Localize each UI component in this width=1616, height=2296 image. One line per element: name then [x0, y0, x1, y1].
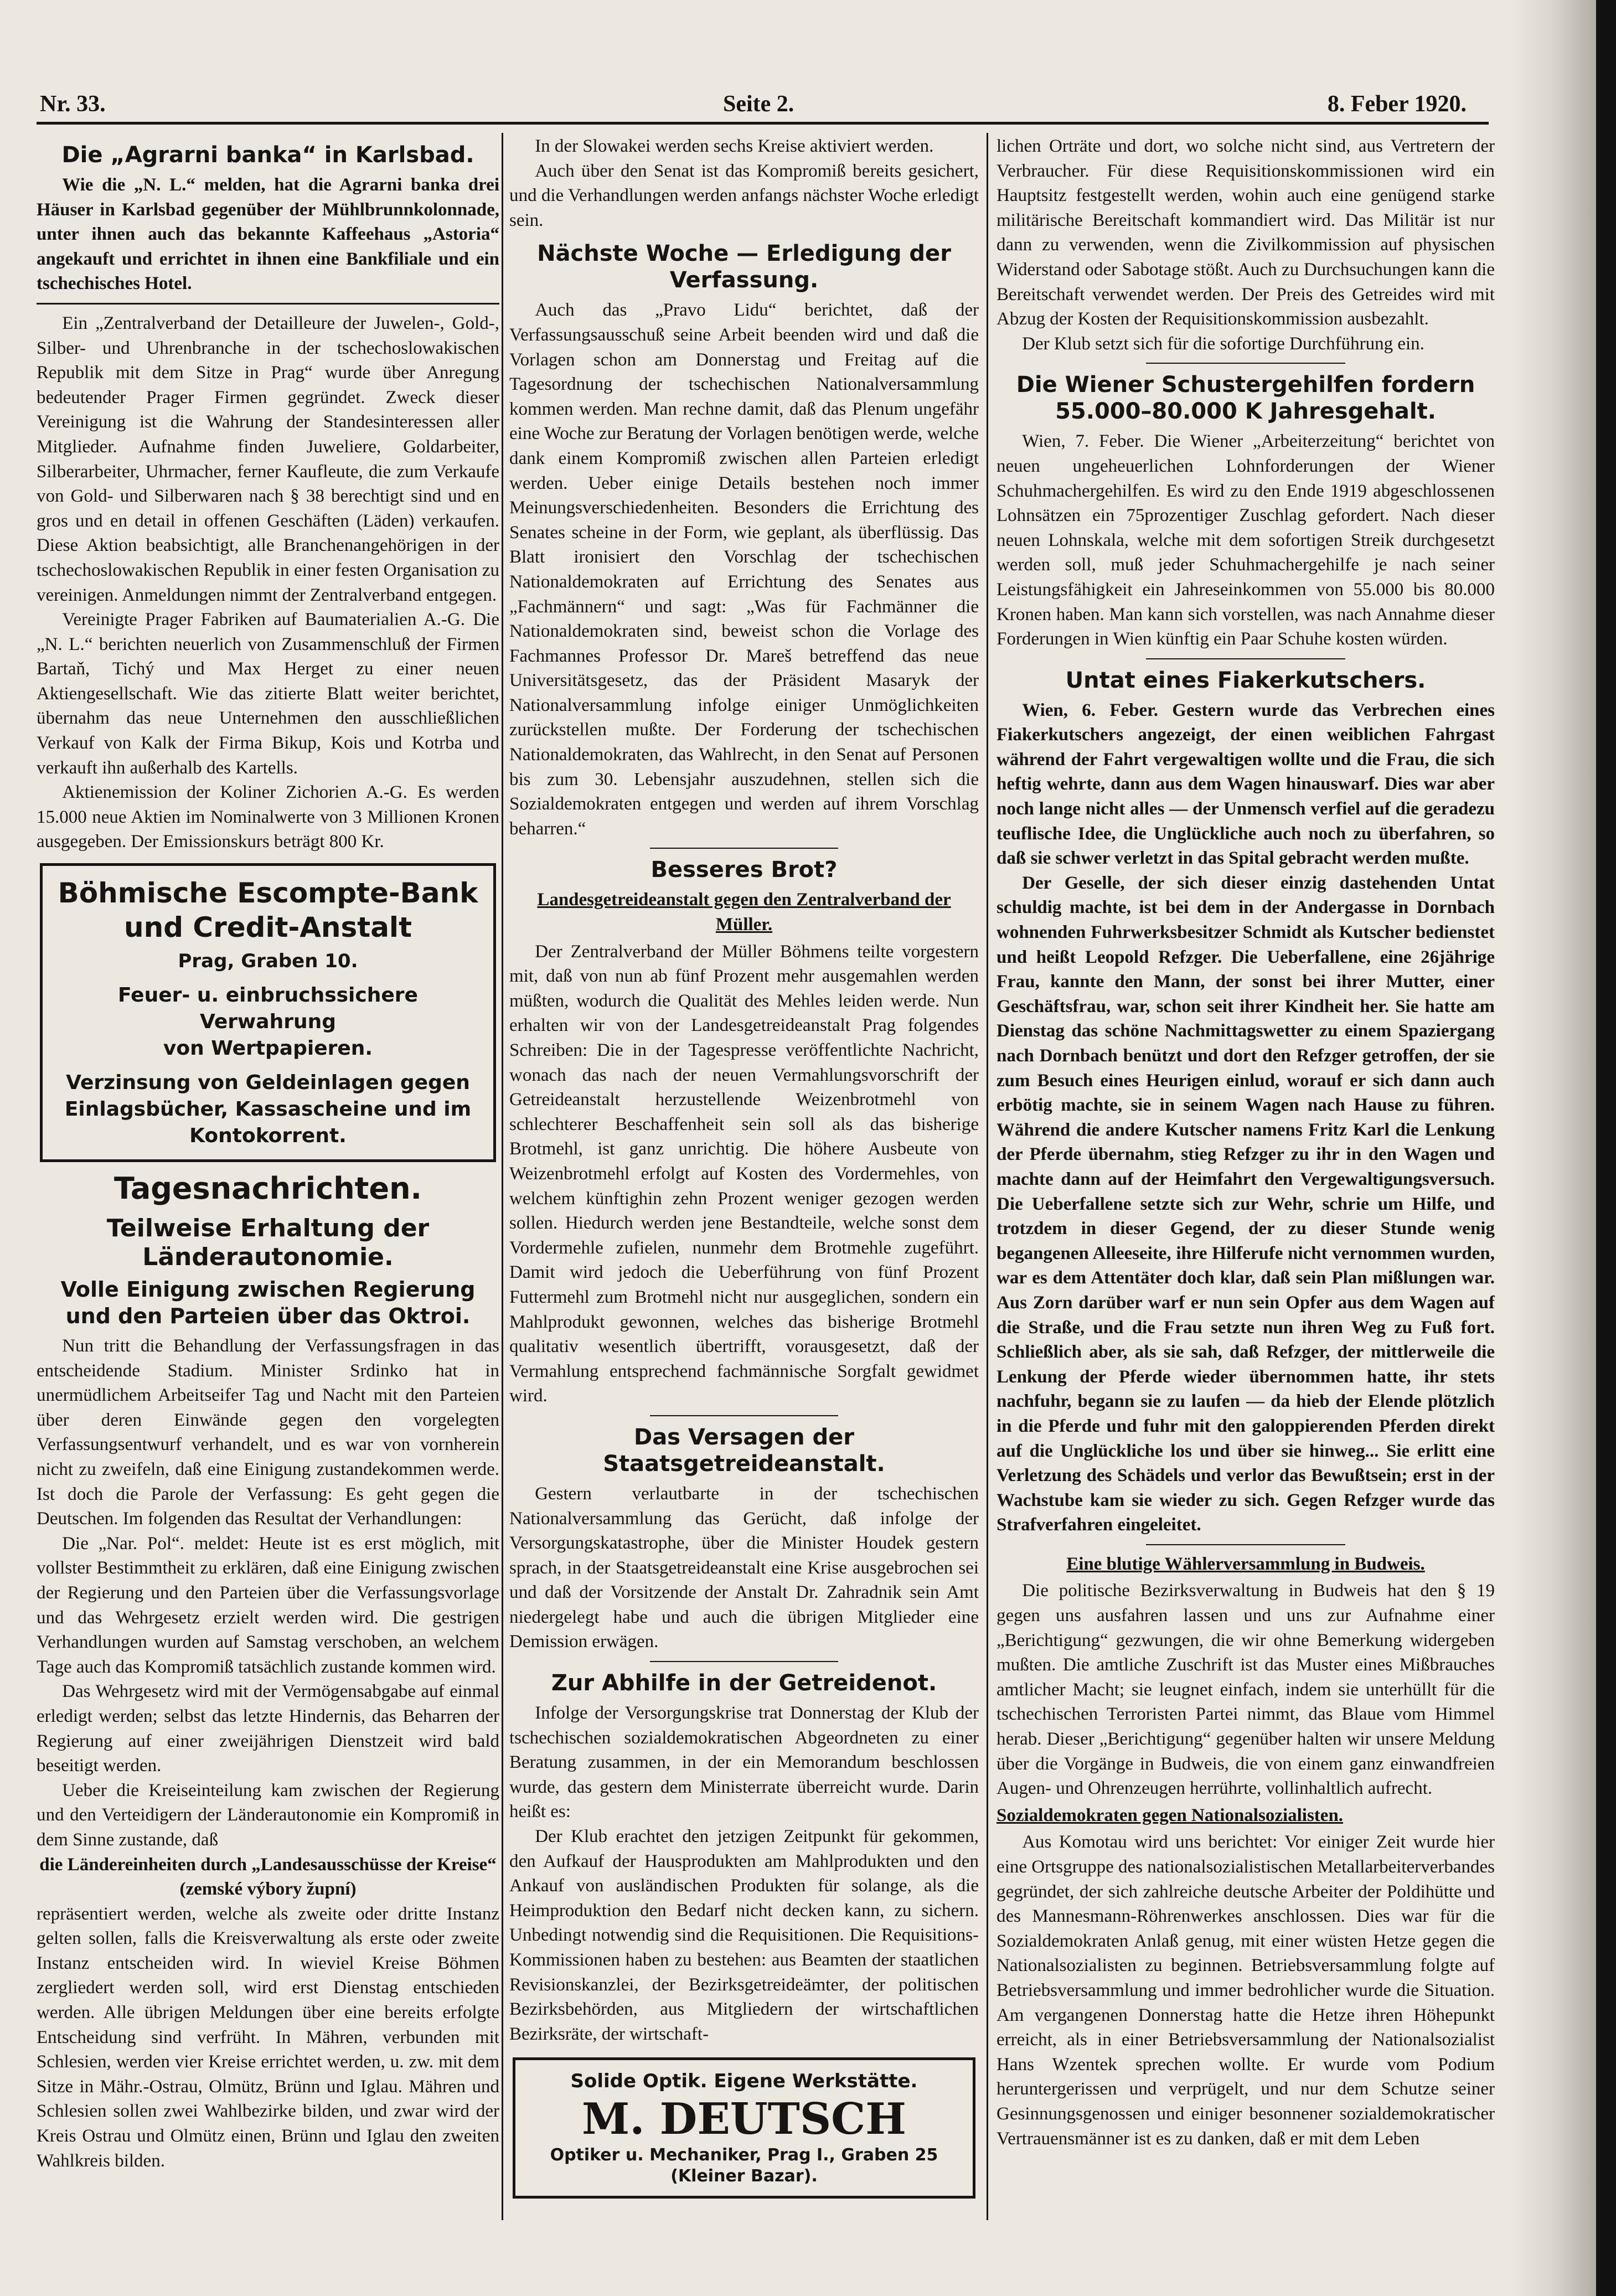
divider — [650, 1661, 838, 1662]
ad-line: von Wertpapieren. — [163, 1037, 373, 1060]
article-text: Die „Nar. Pol“. meldet: Heute ist es erst möglich, mit vollster Bestimmtheit zu erklären, daß eine Einigung zwischen der Regierung und den Parteien über die Verfassungsvorlage und das Wehrgesetz erzielt werden wird. Die gestrigen Verhandlungen wurden auf Samstag verschoben, an welchem Tage auch das Kompromiß tatsächlich zustande kommen wird. — [37, 1533, 499, 1677]
article-text: lichen Orträte und dort, wo solche nicht sind, aus Vertretern der Verbraucher. Für diese Requisitionskommissionen wird ein Hauptsitz festgestellt werden, wohin auch eine genügend starke militärische Bereitschaft kommandiert wird. Das Militär ist nur dann zu verwenden, wenn die Zivilkommission auf physischen Widerstand oder Sabotage stößt. Auch zu Durchsuchungen kann die Bereitschaft verwendet werden. Der Preis des Getreides wird mit Abzug der Kosten der Requisitionskommission ausbezahlt. — [997, 136, 1495, 329]
article-text: Der Geselle, der sich dieser einzig dastehenden Untat schuldig machte, ist bei dem in der Andergasse in Dornbach wohnenden Fuhrwerksbesitzer Schmidt als Kutscher bedienstet und heißt Leopold Refzger. Die Ueberfallene, eine 26jährige Frau, kannte den Mann, der sonst bei ihrer Mutter, einer Geschäftsfrau, war, schon seit ihrer Kindheit her. Sie hatte am Dienstag das schöne Nachmittagswetter zu einem Spaziergang nach Dornbach benützt und dort den Refzger getroffen, der sie zum Besuch eines Heurigen einlud, worauf er sich dann auch erbötig machte, sie in seinem Wagen nach Hause zu führen. Während die andere Kutscher namens Fritz Karl die Lenkung der Pferde übernahm, stieg Refzger zu ihr in den Wagen und machte dann auf der Heimfahrt den Vergewaltigungsversuch. Die Ueberfallene setzte sich zur Wehr, schrie um Hilfe, und trotzdem in dieser Gegend, der zu dieser Stunde wenig begangenen Alleeseite, ihre Hilferufe nicht vernommen wurden, war es dem Attentäter doch klar, daß sein Plan mißlungen war. Aus Zorn darüber warf er nun sein Opfer aus dem Wagen auf die Straße, und die Frau setzte nun ihren Weg zu Fuß fort. Schließlich aber, als sie sah, daß Refzger, der mittlerweile die Lenkung der Pferde wieder übernommen hatte, ihr stets nachfuhr, begann sie zu laufen — da hieb der Elende plötzlich in die Pferde und fuhr mit den galoppierenden Pferden direkt auf die Unglückliche los und über sie hinweg... Sie erlitt eine Verletzung des Schädels und verlor das Bewußtsein; erst in der Wachstube kam sie wieder zu sich. Gegen Refzger wurde das Strafverfahren eingeleitet. — [997, 873, 1495, 1535]
article-subheadline: Volle Einigung zwischen Regierung und den Parteien über das Oktroi. — [60, 1277, 476, 1329]
divider — [1146, 658, 1345, 659]
column-2 — [509, 134, 979, 2216]
article-text: Gestern verlautbarte in der tschechischen Nationalversammlung das Gerücht, daß infolge der Versorgungskatastrophe, über die Minister Houdek gestern sprach, in der Staatsgetreideanstalt eine Krise ausgebrochen sei und daß der Vorsitzende der Anstalt Dr. Zahradnik sein Amt niedergelegt habe und auch die übrigen Mitglieder eine Demission erwägen. — [509, 1483, 979, 1652]
article-text: Der Klub erachtet den jetzigen Zeitpunkt für gekommen, den Aufkauf der Hausprodukten am Mahlprodukten und den Ankauf von ausländischen Produkten für solange, als die Heimproduktion den Bedarf nicht decken kann, zu sichern. Unbedingt notwendig sind die Requisitionen. Die Requisitions-Kommissionen haben zu bestehen: aus Beamten der staatlichen Revisionskanzlei, der Bezirksgetreideämter, der politischen Bezirksbehörden, aus Mitgliedern der wirtschaftlichen Bezirksräte, der wirtschaft- — [509, 1827, 979, 2044]
article-headline: Nächste Woche — Erledigung der Verfassung. — [537, 241, 951, 293]
column-divider — [987, 133, 988, 2220]
article-headline: Teilweise Erhaltung der Länderautonomie. — [106, 1214, 430, 1272]
ad-address: Prag, Graben 10. — [178, 950, 358, 973]
article-text: Ueber die Kreiseinteilung kam zwischen der Regierung und den Verteidigern der Länderautonomie ein Kompromiß in dem Sinne zustande, daß — [37, 1780, 499, 1850]
article-text: Infolge der Versorgungskrise trat Donnerstag der Klub der tschechischen sozialdemokratischen Abgeordneten zu einer Beratung zusammen, in der ein Memorandum beschlossen wurde, das gestern dem Ministerrate überreicht wurde. Darin heißt es: — [509, 1703, 979, 1822]
article-subheadline: Landesgetreideanstalt gegen den Zentralverband der Müller. — [537, 890, 951, 935]
article-text: Aktienemission der Koliner Zichorien A.-G. Es werden 15.000 neue Aktien im Nominalwerte von 3 Millionen Kronen ausgegeben. Der Emissionskurs beträgt 800 Kr. — [37, 782, 499, 852]
issue-number: Nr. 33. — [40, 91, 106, 117]
article-text: Ein „Zentralverband der Detailleure der Juwelen-, Gold-, Silber- und Uhrenbranche in der tschechoslowakischen Republik mit dem Sitze in Prag“ wurde über Anregung bedeutender Prager Firmen gegründet. Zweck dieser Vereinigung ist die Wahrung der Standesinteressen aller Mitglieder. Aufnahme finden Juweliere, Goldarbeiter, Silberarbeiter, Uhrmacher, ferner Kaufleute, die zum Verkaufe von Gold- und Silberwaren nach § 38 berechtigt sind und en gros und en detail in offenen Geschäften (Läden) verkaufen. Diese Aktion beabsichtigt, alle Branchenangehörigen in der tschechoslowakischen Republik in einer festen Organisation zu vereinigen. Anmeldungen nimmt der Zentralverband entgegen. — [37, 313, 499, 605]
article-text: Das Wehrgesetz wird mit der Vermögensabgabe auf einmal erledigt werden; selbst das letzte Hindernis, das Beharren der Regierung auf einer zweijährigen Dienstzeit wird bald beseitigt werden. — [37, 1681, 499, 1776]
article-headline: Zur Abhilfe in der Getreidenot. — [551, 1670, 937, 1696]
article-emphasis: die Ländereinheiten durch „Landesausschüsse der Kreise“ (zemské výbory župní) — [39, 1854, 497, 1900]
issue-date: 8. Feber 1920. — [1327, 91, 1467, 117]
column-3 — [997, 134, 1495, 2216]
ad-line: Verzinsung von Geldeinlagen gegen Einlagsbücher, Kassascheine und im Kontokorrent. — [64, 1071, 472, 1148]
article-subheadline: Eine blutige Wählerversammlung in Budweis. — [1066, 1554, 1425, 1574]
article-headline: Die „Agrarni banka“ in Karlsbad. — [61, 142, 474, 168]
divider — [1146, 363, 1345, 364]
ad-title: und Credit-Anstalt — [124, 911, 412, 944]
column-1 — [37, 134, 499, 2216]
article-text: repräsentiert werden, welche als zweite oder dritte Instanz gelten sollen, falls die Kreisverwaltung als erste oder zweite Instanz entscheiden wird. In wieviel Kreise Böhmen zergliedert werden soll, wird erst Dienstag entschieden werden. Alle übrigen Meldungen über eine bereits erfolgte Entscheidung sind verfrüht. In Mähren, verbunden mit Schlesien, werden vier Kreise errichtet werden, u. zw. mit dem Sitze in Mähr.-Ostrau, Olmütz, Brünn und Iglau. Mähren und Schlesien sollen zwei Wahlbezirke bilden, und zwar wird der Kreis Ostrau und Olmütz einen, Brünn und Iglau den zweiten Wahlkreis bilden. — [37, 1903, 499, 2171]
ad-address: Optiker u. Mechaniker, Prag I., Graben 25 — [550, 2145, 938, 2165]
article-headline: Besseres Brot? — [650, 857, 838, 883]
bank-advertisement — [40, 863, 496, 1162]
ad-address: (Kleiner Bazar). — [670, 2166, 818, 2186]
page-number: Seite 2. — [723, 91, 794, 117]
article-text: Der Klub setzt sich für die sofortige Durchführung ein. — [1022, 333, 1424, 354]
divider — [37, 303, 499, 305]
ad-brand: M. DEUTSCH — [582, 2093, 906, 2144]
section-title: Tagesnachrichten. — [113, 1171, 422, 1206]
page-edge — [1596, 0, 1616, 2296]
article-text: Die politische Bezirksverwaltung in Budweis hat den § 19 gegen uns ausfahren lassen und uns zur Aufnahme einer „Berichtigung“ gezwungen, die wir ohne Bemerkung widergeben mußten. Die amtliche Zuschrift ist das Muster eines Mißbrauches amtlicher Macht; sie leugnet einfach, indem sie unterhüllt für die tschechischen Terroristen Partei nimmt, das Blaue vom Himmel herab. Dieser „Berichtigung“ gegenüber halten wir unsere Meldung über die Vorgänge in Budweis, die von einem ganz einwandfreien Augen- und Ohrenzeugen herrührte, vollinhaltlich aufrecht. — [997, 1581, 1495, 1799]
article-text: Wien, 7. Feber. Die Wiener „Arbeiterzeitung“ berichtet von neuen ungeheuerlichen Lohnforderungen der Wiener Schuhmachergehilfen. Es wird zu den Ende 1919 abgeschlossenen Lohnsätzen ein 75prozentiger Zuschlag gefordert. Nach dieser neuen Lohnskala, welche mit dem sofortigen Streik durchgesetzt werden soll, muß jeder Schuhmachergehilfe je nach seiner Leistungsfähigkeit ein Jahreseinkommen von 55.000 bis 80.000 Kronen haben. Man kann sich vorstellen, was nach Annahme dieser Forderungen in Wien künftig ein Paar Schuhe kosten würden. — [997, 431, 1495, 649]
article-text: Aus Komotau wird uns berichtet: Vor einiger Zeit wurde hier eine Ortsgruppe des nationalsozialistischen Metallarbeiterverbandes gegründet, der sich zahlreiche deutsche Arbeiter der Poldihütte und des Mannesmann-Röhrenwerkes anschlossen. Dies war für die Sozialdemokraten Anlaß genug, mit einer wüsten Hetze gegen die Nationalsozialisten zu beginnen. Betriebsversammlung folgte auf Betriebsversammlung und immer bedrohlicher wurde die Situation. Am vergangenen Donnerstag hatte die Hetze ihren Höhepunkt erreicht, als in einer Betriebsversammlung der Nationalsozialist Hans Wzentek sprechen wollte. Er wurde vom Podium heruntergerissen und verprügelt, und nur dem Schutze seiner Gesinnungsgenossen und einiger besonnener sozialdemokratischer Vertrauensmänner ist es zu danken, daß er mit dem Leben — [997, 1832, 1495, 2149]
ad-line: Feuer- u. einbruchssichere Verwahrung — [118, 984, 418, 1034]
column-divider — [502, 133, 503, 2220]
article-subheadline: Sozialdemokraten gegen Nationalsozialisten. — [997, 1805, 1344, 1825]
optician-advertisement — [513, 2057, 975, 2199]
article-text: In der Slowakei werden sechs Kreise aktiviert werden. — [535, 136, 934, 156]
article-text: Der Zentralverband der Müller Böhmens teilte vorgestern mit, daß von nun ab fünf Prozent mehr ausgemahlen werden müßten, wodurch die Qualität des Mehles leiden werde. Nun erhalten wir von der Landesgetreideanstalt Prag folgendes Schreiben: Die in der Tagespresse veröffentlichte Nachricht, wonach das nach der neuen Vermahlungsvorschrift der Getreideanstalt herzustellende Weizenbrotmehl von schlechterer Beschaffenheit sein soll als das bisherige Brotmehl, ist ganz unrichtig. Die höhere Ausbeute von Weizenbrotmehl erfolgt auf Kosten des Vordermehles, von welchem künftighin zehn Prozent weniger gezogen werden sollen. Hiedurch werden jene Bestandteile, welche sonst dem Vordermehle zufielen, nunmehr dem Brotmehle zugeführt. Damit wird jedoch die Ueberführung von fünf Prozent Futtermehl zum Brotmehl nicht nur ausgeglichen, sondern ein Mahlprodukt gewonnen, welches das bisherige Brotmehl qualitativ wesentlich übertrifft, vorausgesetzt, daß der Vermahlung entsprechend fachmännische Sorgfalt gewidmet wird. — [509, 941, 979, 1406]
article-headline: Das Versagen der Staatsgetreideanstalt. — [603, 1424, 885, 1477]
divider — [650, 1415, 838, 1416]
article-text: Wie die „N. L.“ melden, hat die Agrarni banka drei Häuser in Karlsbad gegenüber der Mühlbrunnkolonnade, unter ihnen auch das bekannte Kaffeehaus „Astoria“ angekauft und errichtet in ihnen eine Bankfiliale und ein tschechisches Hotel. — [37, 175, 499, 294]
article-text: Auch das „Pravo Lidu“ berichtet, daß der Verfassungsausschuß seine Arbeit beenden wird und daß die Vorlagen schon am Donnerstag und Freitag auf die Tagesordnung der tschechischen Nationalversammlung kommen werden. Man rechne damit, daß das Plenum ungefähr eine Woche zur Beratung der Vorlagen benötigen werde, welche dank einem Kompromiß zwischen allen Parteien erledigt werden. Ueber einige Details bestehen noch immer Meinungsverschiedenheiten. Besonders die Errichtung des Senates scheine in der Form, wie geplant, als überflüssig. Das Blatt ironisiert den Vorschlag der tschechischen Nationaldemokraten auf Errichtung des Senates aus „Fachmännern“ und sagt: „Was für Fachmänner die Nationaldemokraten sind, beweist schon die Vorlage des Fachmannes Professor Dr. Mareš betreffend das neue Universitätsgesetz, das der Präsident Masaryk der Nationalversammlung infolge einiger Unmöglichkeiten zurückstellen mußte. Der Forderung der tschechischen Nationaldemokraten, das Wahlrecht, in den Senat auf Personen bis zum 30. Lebensjahr auszudehnen, stellen sich die Sozialdemokraten entgegen und werden auf ihrem Vorschlag beharren.“ — [509, 300, 979, 839]
article-headline: Die Wiener Schustergehilfen fordern 55.000–80.000 K Jahresgehalt. — [1016, 372, 1475, 425]
divider — [650, 848, 838, 849]
page-header — [37, 83, 1489, 125]
article-text: Auch über den Senat ist das Kompromiß bereits gesichert, und die Verhandlungen werden anfangs nächster Woche erledigt sein. — [509, 161, 979, 230]
divider — [1146, 1544, 1345, 1545]
article-headline: Untat eines Fiakerkutschers. — [1065, 667, 1426, 693]
ad-tagline: Solide Optik. Eigene Werkstätte. — [570, 2070, 918, 2093]
article-text: Vereinigte Prager Fabriken auf Baumaterialien A.-G. Die „N. L.“ berichten neuerlich von Zusammenschluß der Firmen Bartaň, Tichý und Max Herget zu einer neuen Aktiengesellschaft. Wie das zitierte Blatt weiter berichtet, übernahm das neue Unternehmen den ausschließlichen Verkauf von Kalk der Firma Bikup, Kois und Kotrba und verkauft ihn außerhalb des Kartells. — [37, 610, 499, 778]
ad-title: Böhmische Escompte-Bank — [58, 877, 478, 910]
article-text: Wien, 6. Feber. Gestern wurde das Verbrechen eines Fiakerkutschers angezeigt, der einen weiblichen Fahrgast während der Fahrt vergewaltigen wollte und die Frau, die sich heftig wehrte, dann aus dem Wagen hinauswarf. Dies war aber noch lange nicht alles — der Unmensch verfiel auf die geradezu teuflische Idee, die Unglückliche auch noch zu überfahren, so daß sie schwer verletzt in das Spital gebracht werden mußte. — [997, 700, 1495, 869]
article-text: Nun tritt die Behandlung der Verfassungsfragen in das entscheidende Stadium. Minister Srdinko hat in unermüdlichem Arbeitseifer Tag und Nacht mit den Parteien über deren Einwände gegen den vorgelegten Verfassungsentwurf verhandelt, und es war von vornherein nicht zu zweifeln, daß eine Einigung zustandekommen werde. Ist doch die Parole der Verfassung: Es geht gegen die Deutschen. Im folgenden das Resultat der Verhandlungen: — [37, 1336, 499, 1529]
